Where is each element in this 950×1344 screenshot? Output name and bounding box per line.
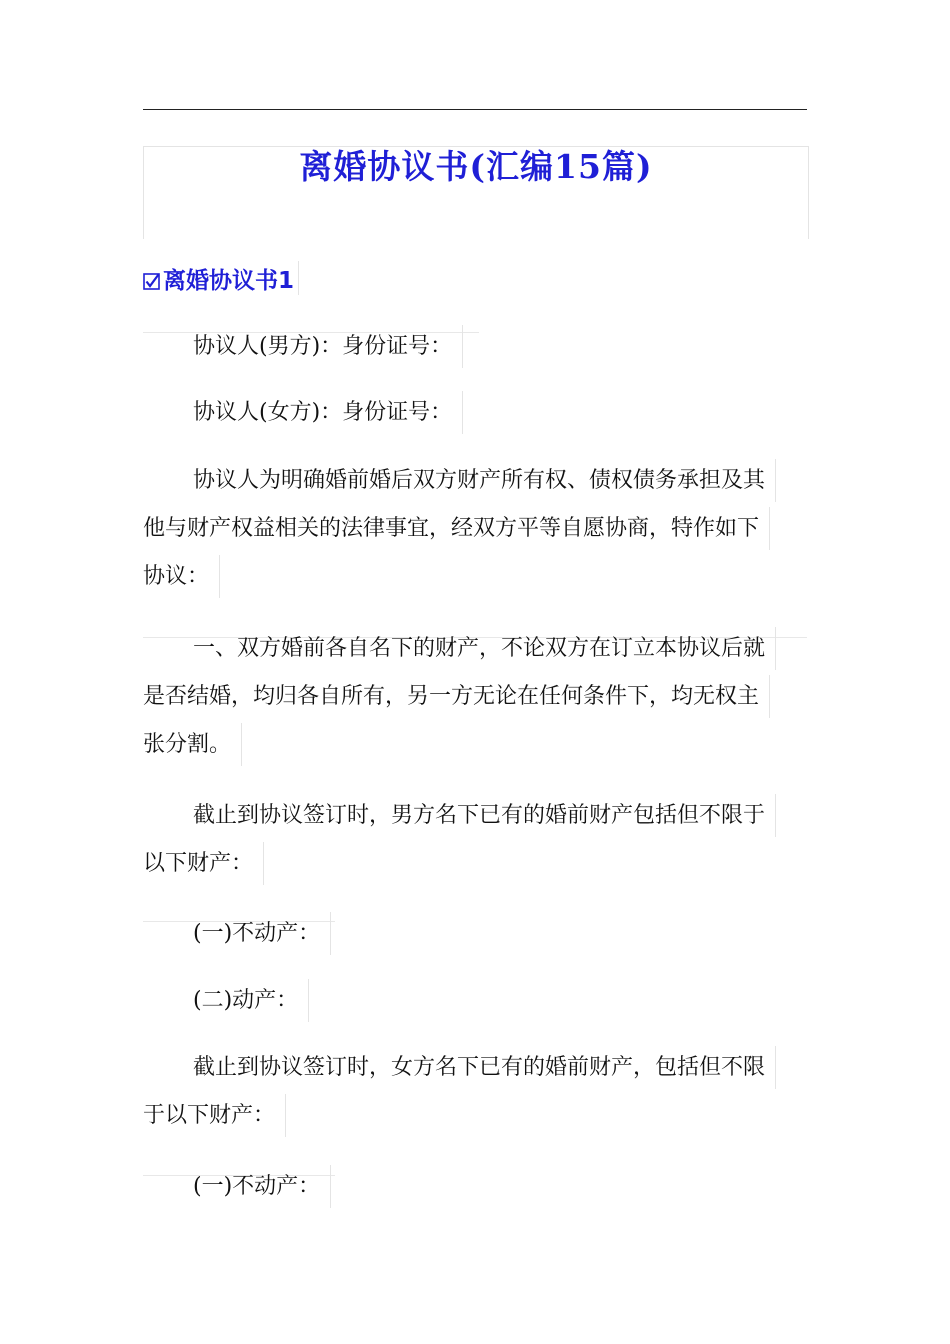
checkbox-checked-icon [143, 273, 160, 290]
paragraph-movable-property [143, 979, 807, 1022]
paragraph-line: 他与财产权益相关的法律事宜，经双方平等自愿协商，特作如下 [143, 507, 770, 550]
paragraph-line: 是否结婚，均归各自所有，另一方无论在任何条件下，均无权主 [143, 675, 770, 718]
paragraph-line: 协议人(女方)：身份证号： [193, 391, 463, 434]
paragraph-line: 张分割。 [143, 723, 242, 766]
paragraph-line: 协议： [143, 555, 220, 598]
paragraph-male-premarital [143, 794, 807, 885]
section-heading [143, 261, 299, 295]
paragraph-preamble [143, 459, 807, 598]
paragraph-female-party [143, 391, 807, 434]
section-heading-text: 离婚协议书1 [163, 267, 295, 294]
paragraph-real-estate-2 [143, 1165, 807, 1208]
paragraph-line: (二)动产： [193, 979, 309, 1022]
paragraph-line: (一)不动产： [193, 912, 331, 955]
paragraph-real-estate-1 [143, 912, 807, 955]
paragraph-female-premarital [143, 1046, 807, 1137]
paragraph-line: (一)不动产： [193, 1165, 331, 1208]
paragraph-line: 一、双方婚前各自名下的财产，不论双方在订立本协议后就 [193, 627, 776, 670]
paragraph-line: 以下财产： [143, 842, 264, 885]
document-title: 离婚协议书(汇编15篇) [299, 147, 653, 186]
header-rule [143, 109, 807, 110]
paragraph-line: 协议人(男方)：身份证号： [193, 325, 463, 368]
paragraph-line: 截止到协议签订时，女方名下已有的婚前财产，包括但不限 [193, 1046, 776, 1089]
paragraph-line: 于以下财产： [143, 1094, 286, 1137]
paragraph-article-one [143, 627, 807, 766]
title-frame [143, 146, 809, 239]
paragraph-line: 截止到协议签订时，男方名下已有的婚前财产包括但不限于 [193, 794, 776, 837]
paragraph-male-party [143, 325, 807, 368]
paragraph-line: 协议人为明确婚前婚后双方财产所有权、债权债务承担及其 [193, 459, 776, 502]
